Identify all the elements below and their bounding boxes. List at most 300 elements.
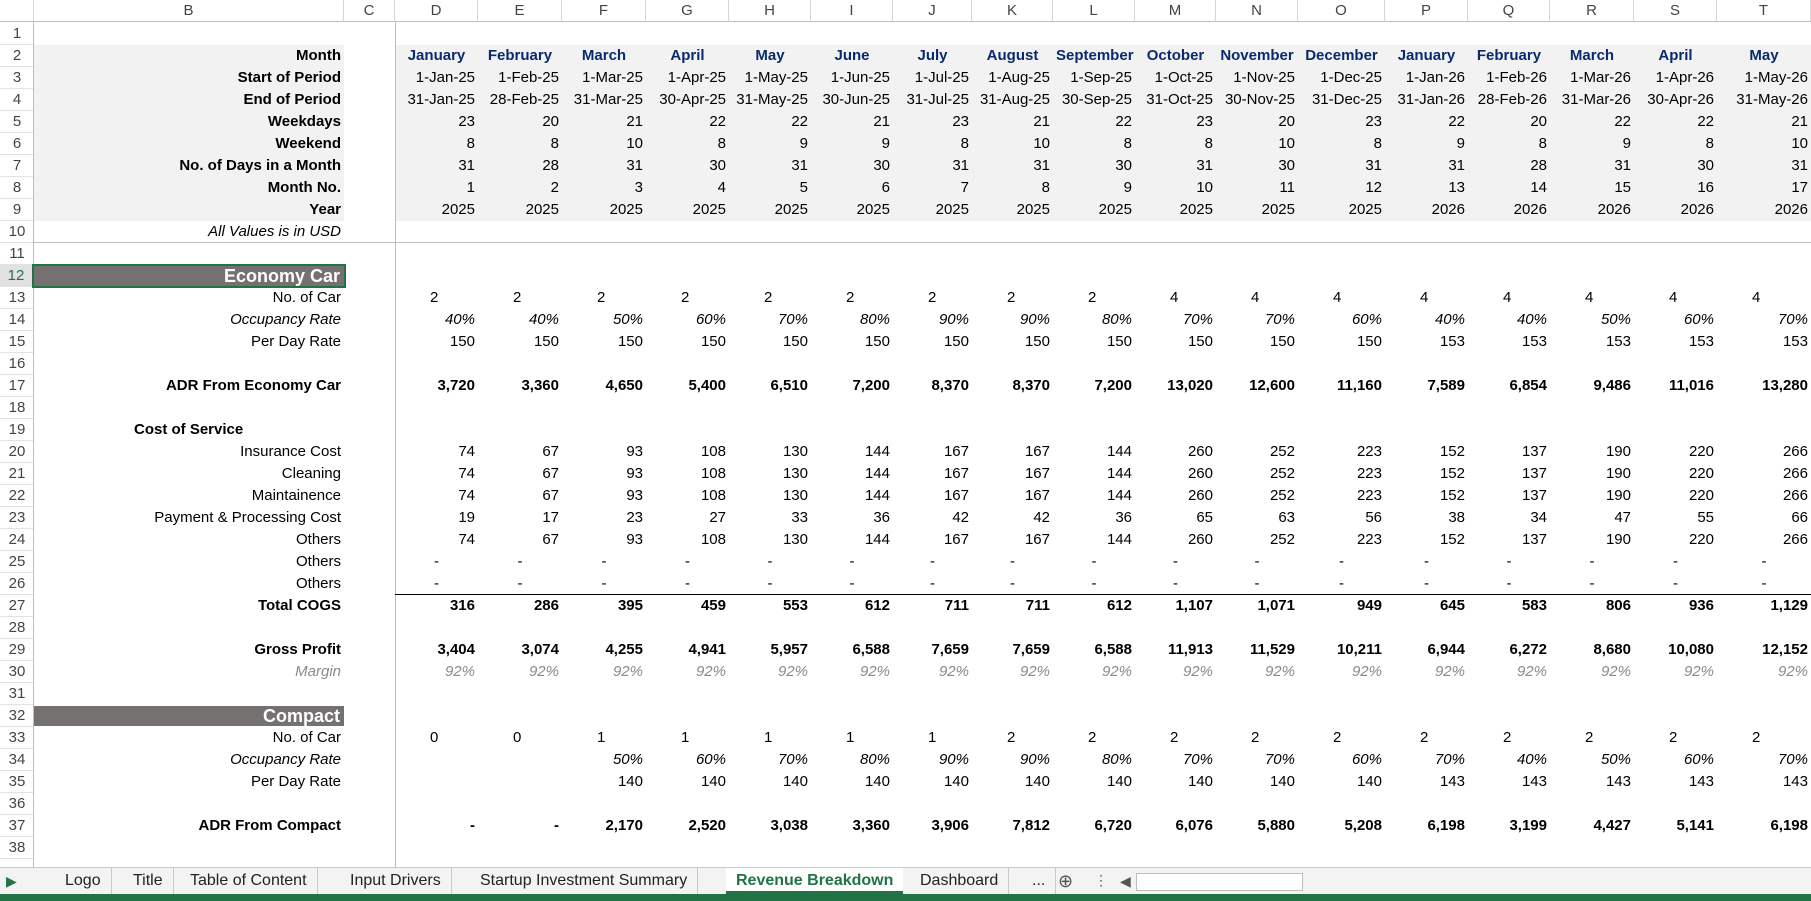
cell-month-t[interactable]: May [1749,47,1779,64]
cell-eco-pay-s[interactable]: 55 [1697,509,1714,526]
cell-cmp-cars-i[interactable]: 1 [846,729,855,746]
cell-eco-cars-o[interactable]: 4 [1333,289,1342,306]
cell-cmp-cars-d[interactable]: 0 [430,729,439,746]
row-header-32[interactable]: 32 [0,705,34,727]
cell-month-h[interactable]: May [755,47,785,64]
cell-year-q[interactable]: 2026 [1513,201,1547,218]
cell-cmp-occ-s[interactable]: 60% [1683,751,1714,768]
cell-weekdays-f[interactable]: 21 [626,113,643,130]
cell-cmp-occ-f[interactable]: 50% [612,751,643,768]
cell-eco-adr-h[interactable]: 6,510 [770,377,808,394]
cell-eco-cogs-s[interactable]: 936 [1688,597,1714,614]
cell-eco-rate-q[interactable]: 153 [1521,333,1547,350]
cell-year-g[interactable]: 2025 [692,201,726,218]
cell-eco-gp-r[interactable]: 8,680 [1593,641,1631,658]
cell-eco-ins-l[interactable]: 144 [1106,443,1132,460]
cell-eco-clean-t[interactable]: 266 [1782,465,1808,482]
cell-eco-pay-f[interactable]: 23 [626,509,643,526]
cell-start-o[interactable]: 1-Dec-25 [1320,69,1382,86]
more-options-icon[interactable]: ⋮ [1094,872,1108,888]
cell-eco-pay-h[interactable]: 33 [791,509,808,526]
row-header-9[interactable]: 9 [0,199,34,221]
cell-days-h[interactable]: 31 [791,157,808,174]
cell-cmp-cars-n[interactable]: 2 [1251,729,1260,746]
cell-eco-pay-n[interactable]: 63 [1278,509,1295,526]
cell-end-g[interactable]: 30-Apr-25 [659,91,726,108]
cell-eco-ins-m[interactable]: 260 [1187,443,1213,460]
cell-eco-occ-d[interactable]: 40% [444,311,475,328]
cell-weekend-s[interactable]: 8 [1705,135,1714,152]
cell-start-n[interactable]: 1-Nov-25 [1233,69,1295,86]
cell-eco-margin-m[interactable]: 92% [1182,663,1213,680]
cell-eco-cars-p[interactable]: 4 [1420,289,1429,306]
cell-days-m[interactable]: 31 [1196,157,1213,174]
cell-eco-oth1-f[interactable]: 93 [626,531,643,548]
cell-start-h[interactable]: 1-May-25 [744,69,808,86]
cell-monthno-r[interactable]: 15 [1614,179,1631,196]
cell-eco-rate-h[interactable]: 150 [782,333,808,350]
scroll-left-icon[interactable]: ◀ [1120,873,1131,889]
cell-monthno-n[interactable]: 11 [1279,179,1295,196]
cell-weekend-r[interactable]: 9 [1622,135,1631,152]
row-header-33[interactable]: 33 [0,727,34,749]
cell-eco-cogs-q[interactable]: 583 [1521,597,1547,614]
cell-weekdays-k[interactable]: 21 [1033,113,1050,130]
cell-cmp-cars-o[interactable]: 2 [1333,729,1342,746]
cell-cmp-occ-e[interactable] [478,749,562,771]
column-header-f[interactable]: F [562,0,646,22]
cell-eco-oth3-l[interactable]: - [1091,575,1097,592]
cell-eco-oth3-q[interactable]: - [1506,575,1512,592]
cell-eco-margin-l[interactable]: 92% [1101,663,1132,680]
cell-eco-maint-q[interactable]: 137 [1521,487,1547,504]
cell-eco-rate-k[interactable]: 150 [1024,333,1050,350]
cell-cmp-adr-m[interactable]: 6,076 [1175,817,1213,834]
cell-year-f[interactable]: 2025 [609,201,643,218]
cell-cmp-cars-g[interactable]: 1 [681,729,690,746]
cell-weekdays-m[interactable]: 23 [1196,113,1213,130]
cell-eco-gp-i[interactable]: 6,588 [852,641,890,658]
cell-cmp-occ-p[interactable]: 70% [1434,751,1465,768]
row-header-38[interactable]: 38 [0,837,34,859]
cell-days-g[interactable]: 30 [709,157,726,174]
cell-end-t[interactable]: 31-May-26 [1736,91,1808,108]
cell-eco-pay-i[interactable]: 36 [873,509,890,526]
row-header-34[interactable]: 34 [0,749,34,771]
cell-eco-occ-m[interactable]: 70% [1182,311,1213,328]
cell-days-s[interactable]: 30 [1697,157,1714,174]
label-total-cogs[interactable]: Total COGS [257,597,341,614]
cell-eco-rate-e[interactable]: 150 [533,333,559,350]
cell-eco-occ-l[interactable]: 80% [1101,311,1132,328]
cell-eco-gp-j[interactable]: 7,659 [931,641,969,658]
column-header-g[interactable]: G [646,0,729,22]
cell-eco-adr-j[interactable]: 8,370 [931,377,969,394]
cell-eco-maint-h[interactable]: 130 [782,487,808,504]
cell-days-j[interactable]: 31 [952,157,969,174]
cell-eco-ins-n[interactable]: 252 [1269,443,1295,460]
cell-weekdays-e[interactable]: 20 [542,113,559,130]
cell-eco-margin-j[interactable]: 92% [938,663,969,680]
cell-cmp-occ-g[interactable]: 60% [695,751,726,768]
cell-monthno-e[interactable]: 2 [550,179,559,196]
label-start-of-period[interactable]: Start of Period [237,69,341,86]
sheet-tab-logo[interactable]: Logo [55,868,112,894]
cell-start-s[interactable]: 1-Apr-26 [1655,69,1714,86]
cell-year-t[interactable]: 2026 [1774,201,1808,218]
cell-weekend-l[interactable]: 8 [1123,135,1132,152]
cell-eco-ins-f[interactable]: 93 [626,443,643,460]
column-header-k[interactable]: K [972,0,1053,22]
cell-eco-maint-s[interactable]: 220 [1688,487,1714,504]
cell-cmp-rate-m[interactable]: 140 [1187,773,1213,790]
cell-monthno-d[interactable]: 1 [466,179,475,196]
cell-cmp-rate-s[interactable]: 143 [1688,773,1714,790]
cell-weekdays-g[interactable]: 22 [709,113,726,130]
cell-eco-adr-s[interactable]: 11,016 [1668,377,1714,394]
cell-eco-oth2-m[interactable]: - [1173,553,1178,570]
cell-eco-rate-i[interactable]: 150 [864,333,890,350]
cell-end-h[interactable]: 31-May-25 [736,91,808,108]
cell-eco-cogs-r[interactable]: 806 [1605,597,1631,614]
column-header-o[interactable]: O [1298,0,1385,22]
cell-eco-margin-d[interactable]: 92% [444,663,475,680]
cell-start-m[interactable]: 1-Oct-25 [1154,69,1213,86]
cell-eco-clean-l[interactable]: 144 [1106,465,1132,482]
cell-eco-gp-h[interactable]: 5,957 [770,641,808,658]
cell-eco-oth1-d[interactable]: 74 [458,531,475,548]
cell-cmp-cars-l[interactable]: 2 [1088,729,1097,746]
cell-weekend-q[interactable]: 8 [1538,135,1547,152]
label-others-2[interactable]: Others [295,553,341,570]
cell-monthno-t[interactable]: 17 [1791,179,1808,196]
row-header-13[interactable]: 13 [0,287,34,309]
cell-year-j[interactable]: 2025 [935,201,969,218]
cell-month-q[interactable]: February [1476,47,1542,64]
cell-eco-rate-r[interactable]: 153 [1605,333,1631,350]
cell-cmp-rate-d[interactable] [395,771,478,793]
cell-monthno-p[interactable]: 13 [1448,179,1465,196]
cell-cmp-occ-d[interactable] [395,749,478,771]
column-header-m[interactable]: M [1135,0,1216,22]
select-all-corner[interactable] [0,0,34,22]
cell-eco-adr-k[interactable]: 8,370 [1012,377,1050,394]
cell-eco-rate-d[interactable]: 150 [449,333,475,350]
cell-eco-occ-k[interactable]: 90% [1019,311,1050,328]
cell-eco-adr-i[interactable]: 7,200 [852,377,890,394]
cell-eco-oth1-o[interactable]: 223 [1356,531,1382,548]
cell-eco-oth3-t[interactable]: - [1761,575,1767,592]
cell-start-r[interactable]: 1-Mar-26 [1570,69,1631,86]
cell-eco-oth2-o[interactable]: - [1339,553,1344,570]
cell-month-i[interactable]: June [834,47,870,64]
cell-eco-rate-t[interactable]: 153 [1782,333,1808,350]
horizontal-scrollbar[interactable] [1136,873,1303,891]
cell-eco-pay-g[interactable]: 27 [709,509,726,526]
cell-cmp-rate-k[interactable]: 140 [1024,773,1050,790]
cell-cmp-occ-t[interactable]: 70% [1777,751,1808,768]
cell-eco-ins-g[interactable]: 108 [700,443,726,460]
cell-eco-oth1-q[interactable]: 137 [1521,531,1547,548]
cell-cmp-cars-q[interactable]: 2 [1503,729,1512,746]
cell-eco-maint-n[interactable]: 252 [1269,487,1295,504]
cell-eco-clean-s[interactable]: 220 [1688,465,1714,482]
cell-eco-oth1-r[interactable]: 190 [1605,531,1631,548]
column-header-q[interactable]: Q [1468,0,1550,22]
row-header-27[interactable]: 27 [0,595,34,617]
cell-eco-oth1-l[interactable]: 144 [1106,531,1132,548]
cell-eco-adr-r[interactable]: 9,486 [1593,377,1631,394]
column-header-s[interactable]: S [1634,0,1717,22]
cell-eco-cars-f[interactable]: 2 [597,289,606,306]
row-header-24[interactable]: 24 [0,529,34,551]
cell-start-g[interactable]: 1-Apr-25 [667,69,726,86]
cell-end-d[interactable]: 31-Jan-25 [407,91,475,108]
cell-month-d[interactable]: January [407,47,466,64]
cell-cmp-cars-p[interactable]: 2 [1420,729,1429,746]
cell-cmp-rate-q[interactable]: 143 [1521,773,1547,790]
cell-eco-cogs-n[interactable]: 1,071 [1257,597,1295,614]
cell-eco-margin-e[interactable]: 92% [528,663,559,680]
cell-eco-clean-g[interactable]: 108 [700,465,726,482]
cell-weekend-k[interactable]: 10 [1033,135,1050,152]
cell-eco-occ-g[interactable]: 60% [695,311,726,328]
cell-end-f[interactable]: 31-Mar-25 [573,91,643,108]
cell-eco-oth3-s[interactable]: - [1673,575,1678,592]
cell-eco-cars-k[interactable]: 2 [1007,289,1016,306]
cell-monthno-i[interactable]: 6 [881,179,890,196]
cell-start-l[interactable]: 1-Sep-25 [1070,69,1132,86]
cell-eco-margin-h[interactable]: 92% [777,663,808,680]
cell-eco-cogs-g[interactable]: 459 [700,597,726,614]
cell-eco-margin-o[interactable]: 92% [1351,663,1382,680]
section-economy-car[interactable]: Economy Car [34,266,344,286]
cell-end-n[interactable]: 30-Nov-25 [1224,91,1295,108]
cell-eco-pay-p[interactable]: 38 [1448,509,1465,526]
cell-cmp-adr-s[interactable]: 5,141 [1676,817,1714,834]
label-compact-occupancy[interactable]: Occupancy Rate [230,751,341,768]
cell-monthno-h[interactable]: 5 [799,179,808,196]
cell-eco-adr-f[interactable]: 4,650 [605,377,643,394]
cell-monthno-m[interactable]: 10 [1196,179,1213,196]
cell-days-o[interactable]: 31 [1365,157,1382,174]
cell-year-i[interactable]: 2025 [856,201,890,218]
cell-eco-clean-p[interactable]: 152 [1439,465,1465,482]
label-month[interactable]: Month [296,47,341,64]
cell-eco-maint-o[interactable]: 223 [1356,487,1382,504]
row-header-21[interactable]: 21 [0,463,34,485]
sheet-tab-revenue-breakdown[interactable]: Revenue Breakdown [726,868,903,894]
cell-eco-cogs-o[interactable]: 949 [1356,597,1382,614]
cell-eco-margin-t[interactable]: 92% [1777,663,1808,680]
cell-eco-oth3-k[interactable]: - [1010,575,1015,592]
cell-eco-maint-g[interactable]: 108 [700,487,726,504]
cell-eco-rate-m[interactable]: 150 [1187,333,1213,350]
cell-eco-oth3-d[interactable]: - [434,575,439,592]
row-header-19[interactable]: 19 [0,419,34,441]
row-header-23[interactable]: 23 [0,507,34,529]
cell-cmp-rate-r[interactable]: 143 [1605,773,1631,790]
cell-eco-gp-t[interactable]: 12,152 [1762,641,1808,658]
cell-eco-rate-s[interactable]: 153 [1688,333,1714,350]
column-header-n[interactable]: N [1216,0,1298,22]
cell-eco-pay-q[interactable]: 34 [1530,509,1547,526]
cell-eco-gp-g[interactable]: 4,941 [688,641,726,658]
cell-year-d[interactable]: 2025 [441,201,475,218]
cell-eco-gp-p[interactable]: 6,944 [1427,641,1465,658]
cell-days-f[interactable]: 31 [626,157,643,174]
cell-weekend-n[interactable]: 10 [1278,135,1295,152]
cell-eco-adr-q[interactable]: 6,854 [1509,377,1547,394]
cell-eco-oth3-h[interactable]: - [767,575,773,592]
cell-weekdays-t[interactable]: 21 [1791,113,1808,130]
sheet-tab-table-of-content[interactable]: Table of Content [180,868,318,894]
cell-eco-oth3-g[interactable]: - [685,575,690,592]
cell-cmp-rate-f[interactable]: 140 [617,773,643,790]
cell-weekend-i[interactable]: 9 [881,135,890,152]
cell-month-m[interactable]: October [1146,47,1205,64]
cell-eco-cogs-t[interactable]: 1,129 [1770,597,1808,614]
cell-start-k[interactable]: 1-Aug-25 [988,69,1050,86]
cell-month-g[interactable]: April [670,47,705,64]
section-compact[interactable]: Compact [34,706,344,726]
cell-eco-oth1-h[interactable]: 130 [782,531,808,548]
row-header-14[interactable]: 14 [0,309,34,331]
cell-eco-ins-j[interactable]: 167 [943,443,969,460]
cell-weekdays-n[interactable]: 20 [1278,113,1295,130]
cell-eco-cars-e[interactable]: 2 [513,289,522,306]
cell-end-i[interactable]: 30-Jun-25 [822,91,890,108]
cell-eco-oth2-n[interactable]: - [1254,553,1260,570]
row-header-1[interactable]: 1 [0,23,34,45]
cell-eco-pay-t[interactable]: 66 [1791,509,1808,526]
cell-cmp-adr-p[interactable]: 6,198 [1427,817,1465,834]
cell-eco-oth1-i[interactable]: 144 [864,531,890,548]
cell-month-f[interactable]: March [581,47,627,64]
cell-cmp-rate-n[interactable]: 140 [1269,773,1295,790]
cell-days-i[interactable]: 30 [873,157,890,174]
cell-eco-ins-p[interactable]: 152 [1439,443,1465,460]
cell-year-e[interactable]: 2025 [525,201,559,218]
cell-eco-clean-d[interactable]: 74 [458,465,475,482]
cell-eco-oth1-n[interactable]: 252 [1269,531,1295,548]
cell-end-m[interactable]: 31-Oct-25 [1146,91,1213,108]
cell-cmp-cars-f[interactable]: 1 [597,729,606,746]
label-values-note[interactable]: All Values is in USD [208,223,341,240]
cell-eco-oth3-e[interactable]: - [517,575,523,592]
label-margin[interactable]: Margin [295,663,341,680]
cell-eco-cogs-d[interactable]: 316 [449,597,475,614]
column-header-t[interactable]: T [1717,0,1811,22]
cell-eco-occ-i[interactable]: 80% [859,311,890,328]
cell-eco-oth1-j[interactable]: 167 [943,531,969,548]
cell-cmp-cars-s[interactable]: 2 [1669,729,1678,746]
cell-eco-maint-f[interactable]: 93 [626,487,643,504]
cell-eco-cogs-m[interactable]: 1,107 [1175,597,1213,614]
cell-cmp-adr-l[interactable]: 6,720 [1094,817,1132,834]
cell-end-l[interactable]: 30-Sep-25 [1061,91,1132,108]
cell-eco-oth2-g[interactable]: - [685,553,690,570]
label-others-1[interactable]: Others [295,531,341,548]
cell-eco-clean-f[interactable]: 93 [626,465,643,482]
cell-cmp-cars-r[interactable]: 2 [1585,729,1594,746]
column-header-r[interactable]: R [1550,0,1634,22]
cell-eco-gp-q[interactable]: 6,272 [1509,641,1547,658]
cell-eco-gp-d[interactable]: 3,404 [437,641,475,658]
row-header-28[interactable]: 28 [0,617,34,639]
cell-eco-cogs-e[interactable]: 286 [533,597,559,614]
cell-eco-maint-r[interactable]: 190 [1605,487,1631,504]
row-header-35[interactable]: 35 [0,771,34,793]
cell-weekdays-i[interactable]: 21 [873,113,890,130]
cell-eco-ins-k[interactable]: 167 [1024,443,1050,460]
label-cleaning[interactable]: Cleaning [281,465,341,482]
cell-eco-clean-j[interactable]: 167 [943,465,969,482]
cell-eco-margin-f[interactable]: 92% [612,663,643,680]
cell-month-s[interactable]: April [1658,47,1693,64]
cell-eco-maint-l[interactable]: 144 [1106,487,1132,504]
cell-cmp-adr-h[interactable]: 3,038 [770,817,808,834]
cell-eco-clean-n[interactable]: 252 [1269,465,1295,482]
cell-eco-ins-i[interactable]: 144 [864,443,890,460]
sheet-tab-title[interactable]: Title [123,868,174,894]
cell-days-l[interactable]: 30 [1115,157,1132,174]
cell-eco-oth1-p[interactable]: 152 [1439,531,1465,548]
cell-cmp-cars-m[interactable]: 2 [1170,729,1179,746]
cell-days-r[interactable]: 31 [1614,157,1631,174]
cell-eco-pay-k[interactable]: 42 [1033,509,1050,526]
cell-eco-adr-t[interactable]: 13,280 [1762,377,1808,394]
cell-eco-maint-t[interactable]: 266 [1782,487,1808,504]
cell-eco-oth2-q[interactable]: - [1506,553,1512,570]
cell-eco-cars-i[interactable]: 2 [846,289,855,306]
cell-eco-occ-j[interactable]: 90% [938,311,969,328]
cell-eco-oth1-t[interactable]: 266 [1782,531,1808,548]
cell-eco-margin-k[interactable]: 92% [1019,663,1050,680]
cell-eco-oth1-e[interactable]: 67 [542,531,559,548]
cell-eco-adr-e[interactable]: 3,360 [521,377,559,394]
cell-weekdays-p[interactable]: 22 [1448,113,1465,130]
cell-month-o[interactable]: December [1305,47,1378,64]
cell-cmp-adr-i[interactable]: 3,360 [852,817,890,834]
cell-weekdays-d[interactable]: 23 [458,113,475,130]
label-insurance-cost[interactable]: Insurance Cost [240,443,341,460]
cell-days-q[interactable]: 28 [1530,157,1547,174]
cell-eco-cogs-j[interactable]: 711 [944,597,969,614]
cell-eco-maint-m[interactable]: 260 [1187,487,1213,504]
cell-year-k[interactable]: 2025 [1016,201,1050,218]
cell-eco-oth2-t[interactable]: - [1761,553,1767,570]
play-right-icon[interactable]: ▶ [6,873,17,889]
cell-cmp-cars-h[interactable]: 1 [764,729,773,746]
cell-eco-cars-j[interactable]: 2 [928,289,937,306]
label-compact-no-of-car[interactable]: No. of Car [272,729,341,746]
cell-eco-rate-l[interactable]: 150 [1106,333,1132,350]
cell-year-p[interactable]: 2026 [1431,201,1465,218]
cell-eco-oth3-n[interactable]: - [1254,575,1260,592]
cell-monthno-o[interactable]: 12 [1365,179,1382,196]
row-header-37[interactable]: 37 [0,815,34,837]
cell-eco-oth2-i[interactable]: - [849,553,855,570]
cell-eco-cars-t[interactable]: 4 [1752,289,1761,306]
cell-eco-ins-o[interactable]: 223 [1356,443,1382,460]
cell-weekdays-s[interactable]: 22 [1697,113,1714,130]
cell-weekdays-o[interactable]: 23 [1365,113,1382,130]
cell-eco-margin-s[interactable]: 92% [1683,663,1714,680]
cell-eco-cogs-i[interactable]: 612 [864,597,890,614]
cell-eco-occ-r[interactable]: 50% [1600,311,1631,328]
cell-cmp-rate-g[interactable]: 140 [700,773,726,790]
